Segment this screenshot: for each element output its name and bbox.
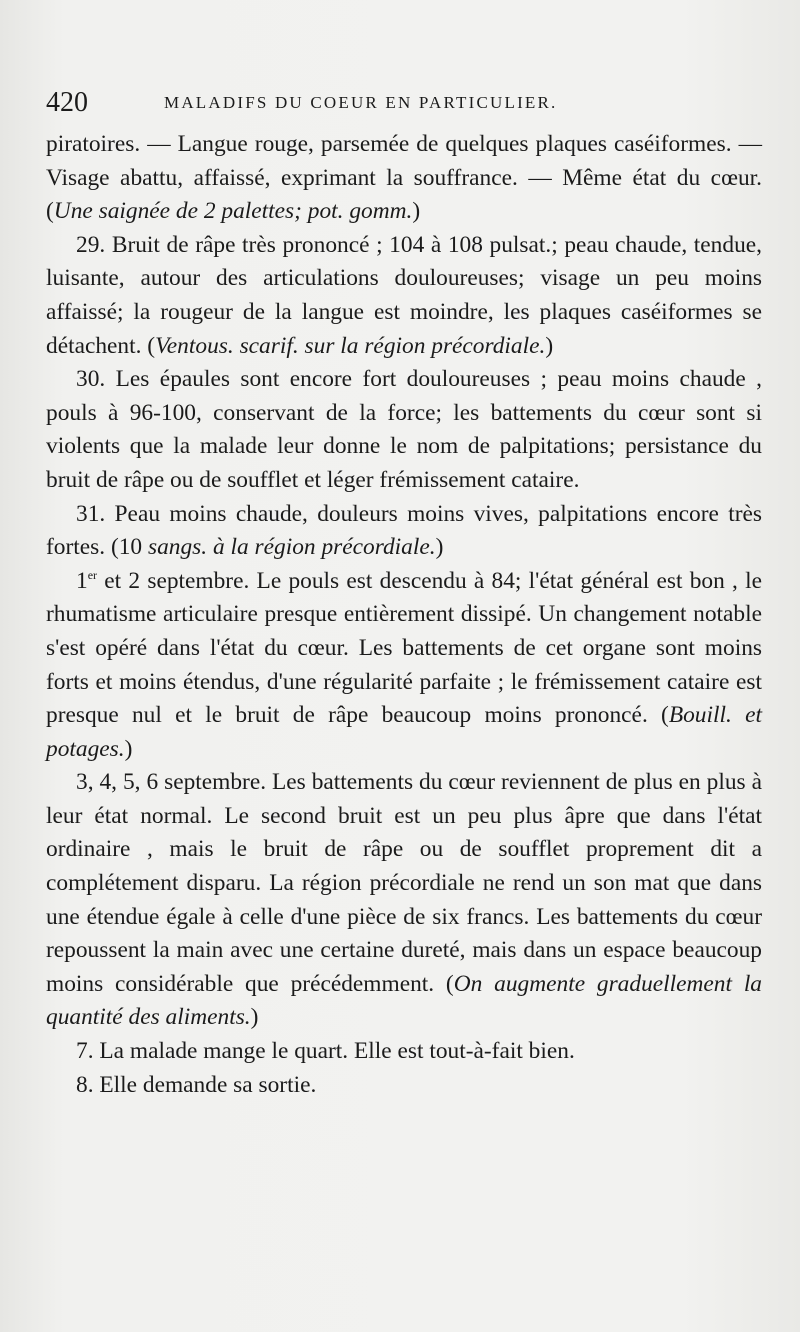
prescription-italic: Bouill. et potages.: [46, 702, 762, 762]
paragraph-day-31: 31. Peau moins chaude, douleurs moins vives, palpitations encore très fortes. (10 sangs. à la région précordiale.): [46, 500, 762, 561]
paragraph-day-7: 7. La malade mange le quart. Elle est tout-à-fait bien.: [76, 1038, 575, 1065]
paragraph-day-8: 8. Elle demande sa sortie.: [76, 1071, 317, 1098]
prescription-italic: Une saignée de 2 palettes; pot. gomm.: [53, 198, 413, 225]
paragraph-sept-1-2: 1er et 2 septembre. Le pouls est descendu à 84; l'état général est bon , le rhumatisme articulaire presque entièrement dissipé. Un changement notable s'est opéré dans l'état du cœur. Les battements de cet organe sont moins forts et moins étendus, d'une régularité parfaite ; le frémissement cataire est presque nul et le bruit de râpe beaucoup moins prononcé. (Bouill. et potages.): [46, 567, 762, 762]
prescription-italic: On augmente graduellement la quantité des aliments.: [46, 970, 763, 1031]
prescription-italic: sangs. à la région précordiale.: [147, 534, 436, 561]
page-header: [46, 86, 756, 120]
prescription-italic: Ventous. scarif. sur la région précordiale.: [155, 332, 546, 359]
running-title: MALADIFS DU COEUR EN PARTICULIER.: [164, 93, 558, 112]
paragraph-sept-3-6: 3, 4, 5, 6 septembre. Les battements du cœur reviennent de plus en plus à leur état normal. Le second bruit est un peu plus âpre que dans l'état ordinaire , mais le bruit de râpe ou de soufflet proprement dit a complétement disparu. La région précordiale ne rend un son mat que dans une étendue égale à celle d'une pièce de six francs. Les battements du cœur repoussent la main avec une certaine dureté, mais dans un espace beaucoup moins considérable que précédemment. (On augmente graduellement la quantité des aliments.): [46, 769, 763, 1031]
paragraph-day-30: 30. Les épaules sont encore fort douloureuses ; peau moins chaude , pouls à 96-100, conservant de la force; les battements du cœur sont si violents que la malade leur donne le nom de palpitations; persistance du bruit de râpe ou de soufflet et léger frémissement cataire.: [46, 366, 762, 493]
paragraph-day-29: 29. Bruit de râpe très prononcé ; 104 à 108 pulsat.; peau chaude, tendue, luisante, autour des articulations douloureuses; visage un peu moins affaissé; la rougeur de la langue est moindre, les plaques caséiformes se détachent. (Ventous. scarif. sur la région précordiale.): [46, 231, 762, 359]
paragraph-continuation: piratoires. — Langue rouge, parsemée de quelques plaques caséiformes. —Visage abattu, affaissé, exprimant la souffrance. — Même état du cœur. (Une saignée de 2 palettes; pot. gomm.): [46, 131, 762, 225]
page-number: 420: [46, 87, 88, 118]
body-text: [46, 128, 762, 1102]
